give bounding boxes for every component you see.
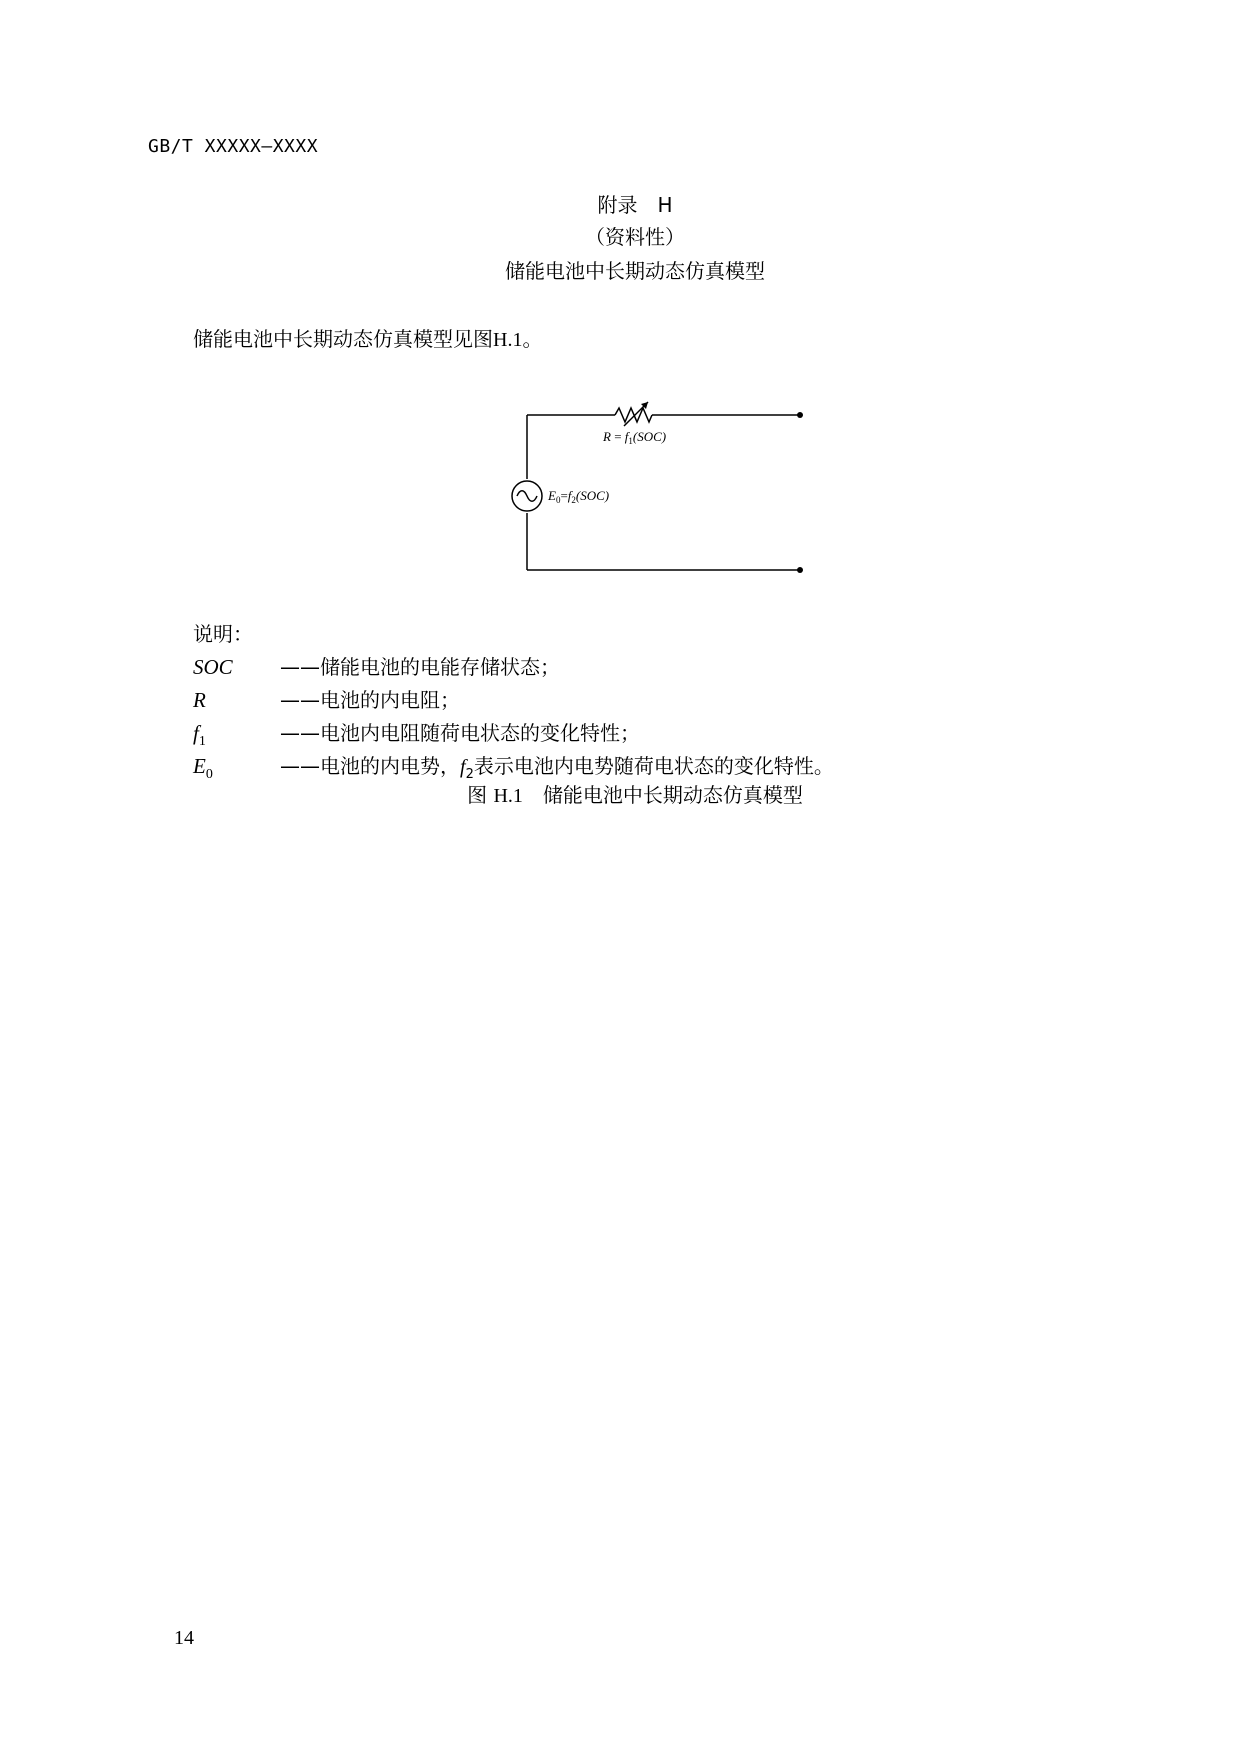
appendix-title: 储能电池中长期动态仿真模型 bbox=[505, 259, 765, 283]
legend-description: ——储能电池的电能存储状态； bbox=[280, 655, 560, 679]
appendix-label: 附录 H bbox=[597, 193, 673, 217]
legend-item-soc bbox=[193, 651, 560, 681]
legend-symbol: R bbox=[193, 688, 206, 712]
terminal-top bbox=[797, 412, 803, 418]
legend-heading: 说明： bbox=[193, 622, 253, 646]
variable-resistor bbox=[615, 408, 652, 422]
intro-paragraph bbox=[193, 323, 542, 352]
circuit-diagram bbox=[500, 395, 820, 585]
legend-description: ——电池内电阻随荷电状态的变化特性； bbox=[280, 721, 640, 745]
legend-description: ——电池的内电阻； bbox=[280, 688, 460, 712]
figure-caption: 图 H.1 储能电池中长期动态仿真模型 bbox=[467, 783, 803, 807]
resistor-label: $R = f_1(SOC)$ bbox=[603, 429, 667, 446]
page-number: 14 bbox=[174, 1627, 194, 1649]
legend-description: ——电池的内电势，$f_2$表示电池内电势随荷电状态的变化特性。 bbox=[280, 754, 834, 782]
intro-text: 储能电池中长期动态仿真模型见图 bbox=[193, 327, 493, 351]
legend-symbol: $f_1$ bbox=[193, 721, 206, 750]
legend-item-e0 bbox=[193, 750, 834, 783]
figure-reference: H.1 bbox=[493, 329, 523, 351]
legend-item-f1 bbox=[193, 717, 640, 750]
appendix-nature: （资料性） bbox=[585, 225, 685, 249]
intro-text-end: 。 bbox=[522, 327, 543, 351]
legend-symbol: SOC bbox=[193, 655, 233, 679]
standard-code: GB/T XXXXX—XXXX bbox=[148, 136, 319, 157]
legend-symbol: $E_0$ bbox=[193, 754, 213, 783]
terminal-bottom bbox=[797, 567, 803, 573]
legend-item-r bbox=[193, 684, 460, 714]
source-label: $E_0=f_2(SOC)$ bbox=[548, 488, 610, 505]
